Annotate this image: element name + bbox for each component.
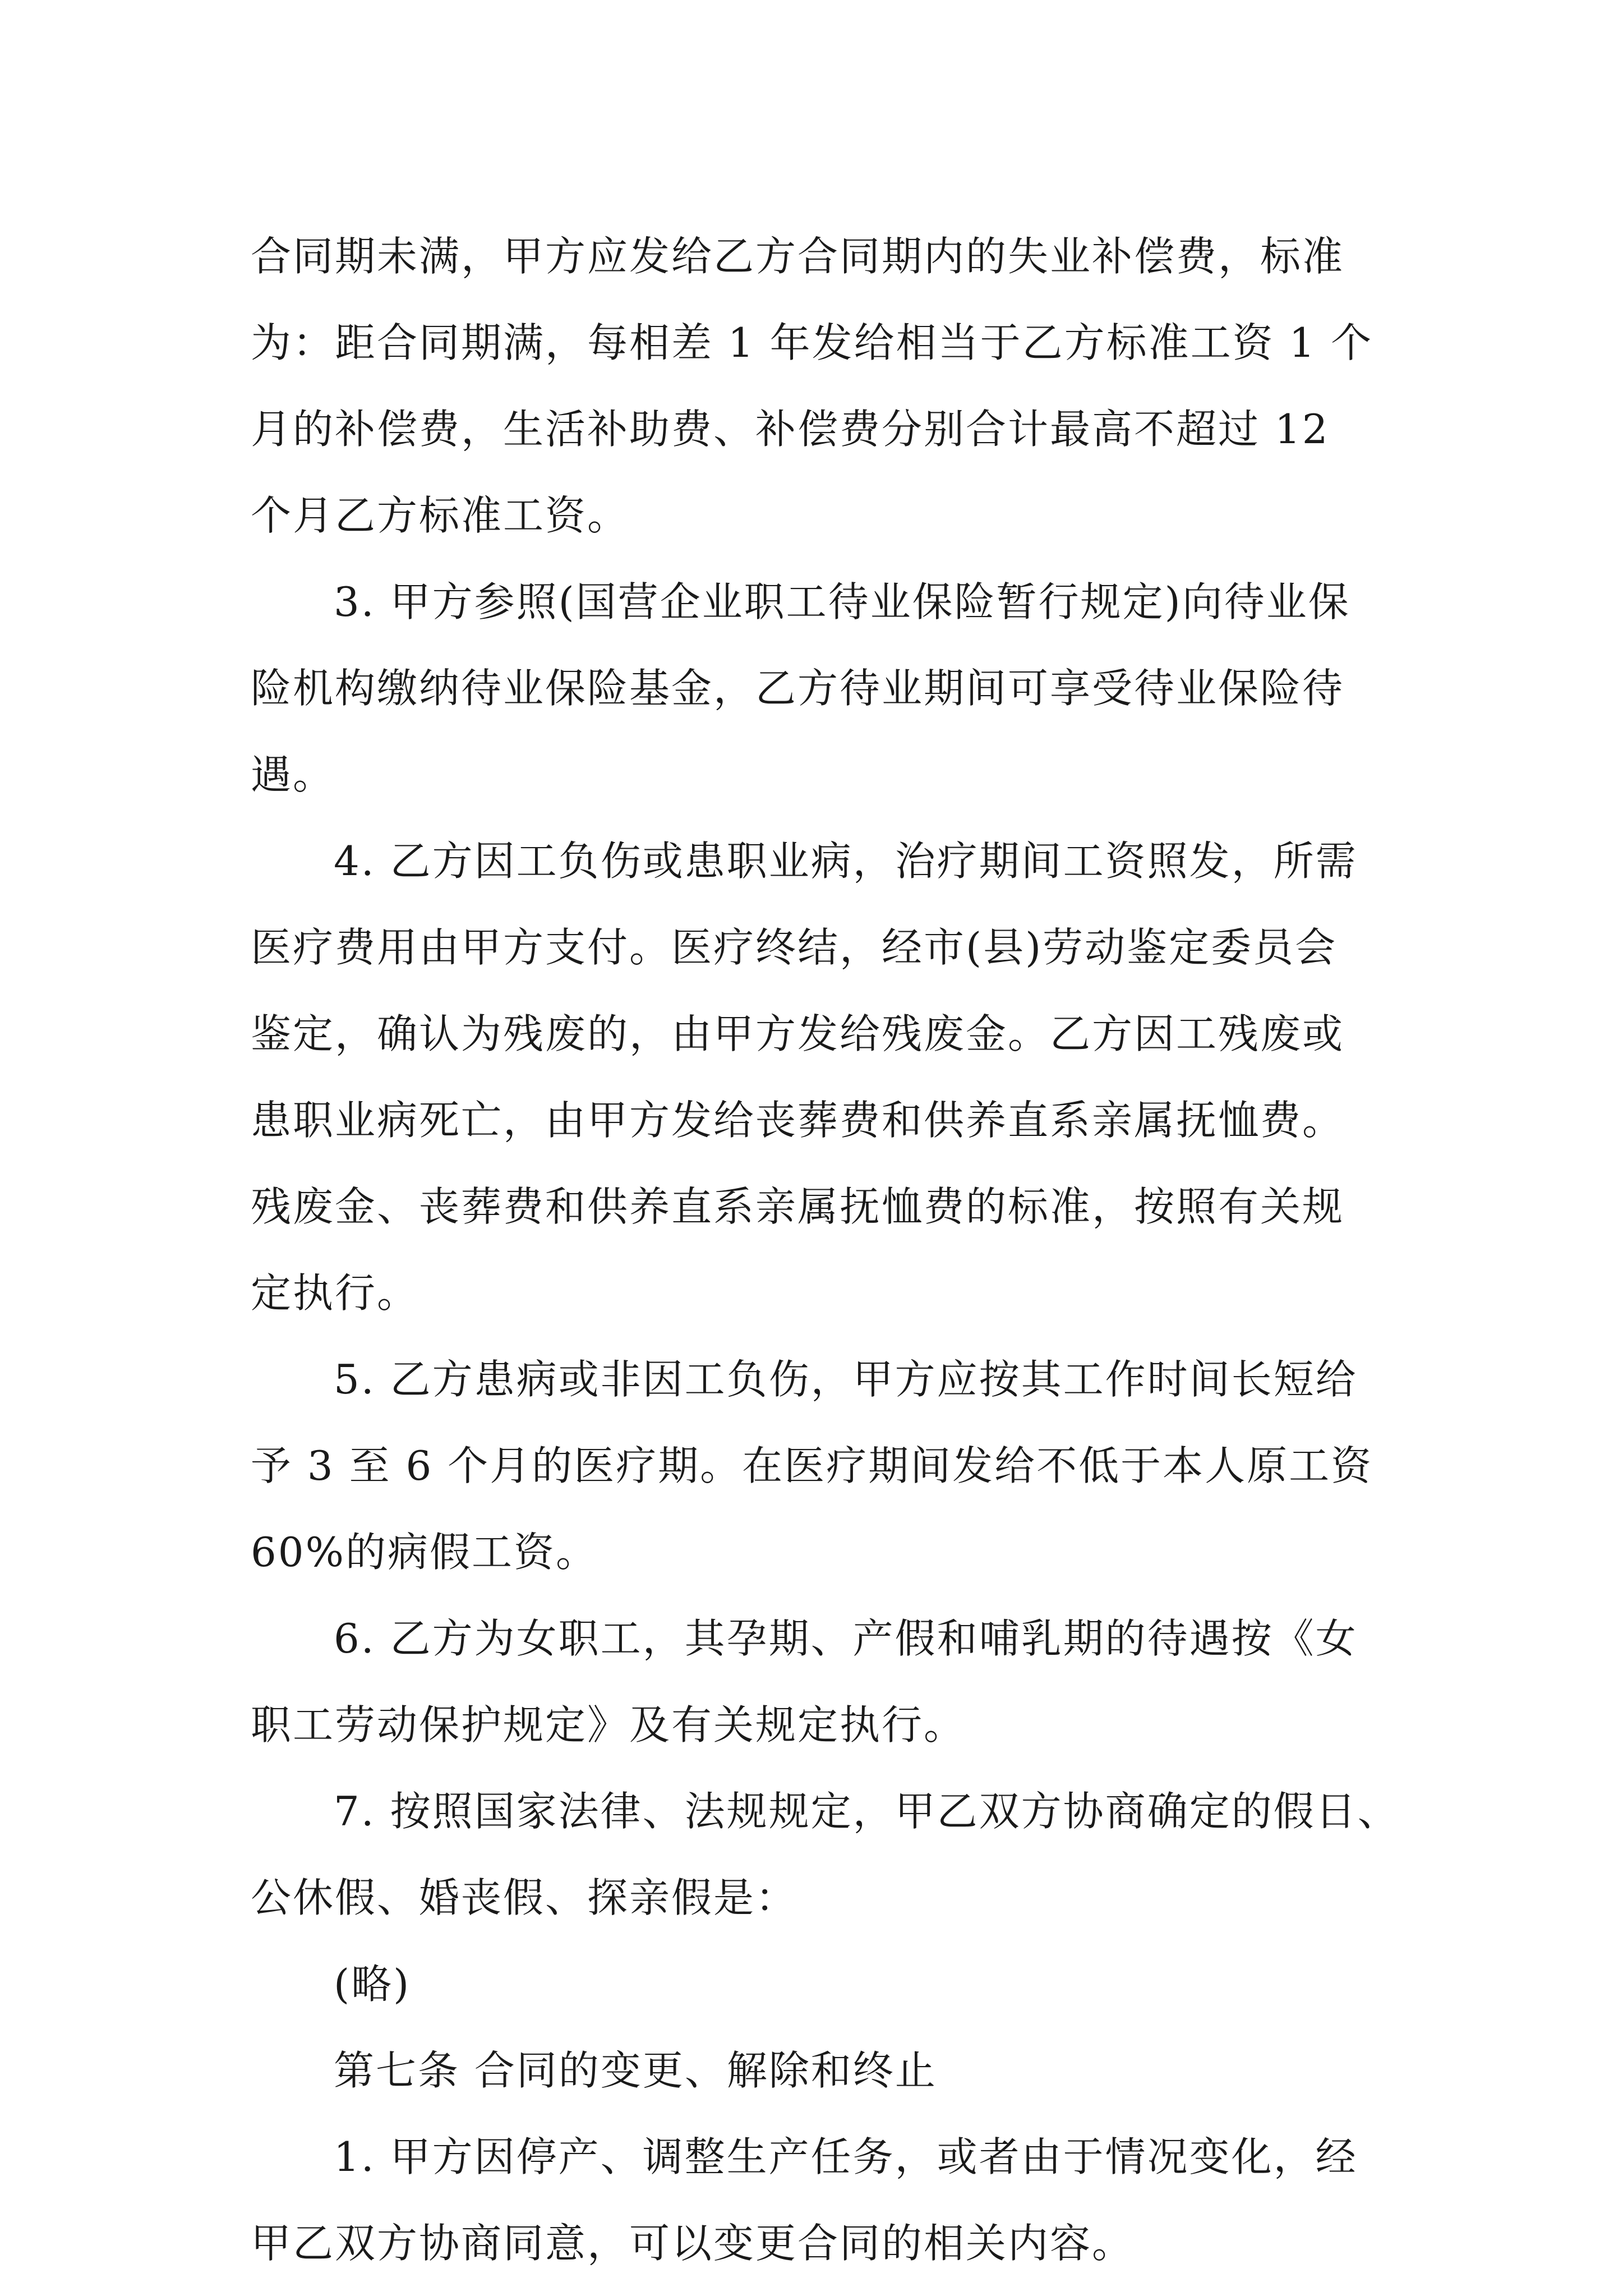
text-line: 定执行。 bbox=[251, 1269, 419, 1317]
text-line: 为：距合同期满，每相差 1 年发给相当于乙方标准工资 1 个 bbox=[251, 319, 1373, 366]
text-line: 5. 乙方患病或非因工负伤，甲方应按其工作时间长短给 bbox=[334, 1356, 1358, 1403]
text-line: (略) bbox=[334, 1961, 411, 2008]
text-line: 3. 甲方参照(国营企业职工待业保险暂行规定)向待业保 bbox=[334, 578, 1350, 625]
text-line: 第七条 合同的变更、解除和终止 bbox=[334, 2047, 937, 2094]
text-line: 7. 按照国家法律、法规规定，甲乙双方协商确定的假日、 bbox=[334, 1788, 1400, 1835]
text-line: 残废金、丧葬费和供养直系亲属抚恤费的标准，按照有关规 bbox=[251, 1183, 1345, 1230]
text-line: 遇。 bbox=[251, 751, 335, 798]
text-line: 1. 甲方因停产、调整生产任务，或者由于情况变化，经 bbox=[334, 2133, 1358, 2180]
text-line: 6. 乙方为女职工，其孕期、产假和哺乳期的待遇按《女 bbox=[334, 1615, 1358, 1662]
document-body bbox=[251, 213, 1400, 2286]
text-line: 合同期未满，甲方应发给乙方合同期内的失业补偿费，标准 bbox=[251, 233, 1345, 280]
text-line: 鉴定，确认为残废的，由甲方发给残废金。乙方因工残废或 bbox=[251, 1010, 1345, 1057]
text-line: 公休假、婚丧假、探亲假是： bbox=[251, 1874, 798, 1921]
text-line: 甲乙双方协商同意，可以变更合同的相关内容。 bbox=[251, 2220, 1135, 2267]
text-line: 月的补偿费，生活补助费、补偿费分别合计最高不超过 12 bbox=[251, 406, 1330, 453]
text-line: 医疗费用由甲方支付。医疗终结，经市(县)劳动鉴定委员会 bbox=[251, 924, 1338, 971]
text-line: 4. 乙方因工负伤或患职业病，治疗期间工资照发，所需 bbox=[334, 838, 1358, 885]
text-line: 予 3 至 6 个月的医疗期。在医疗期间发给不低于本人原工资 bbox=[251, 1442, 1373, 1489]
text-line: 个月乙方标准工资。 bbox=[251, 492, 630, 539]
text-line: 职工劳动保护规定》及有关规定执行。 bbox=[251, 1701, 966, 1749]
text-line: 患职业病死亡，由甲方发给丧葬费和供养直系亲属抚恤费。 bbox=[251, 1097, 1345, 1144]
text-line: 险机构缴纳待业保险基金，乙方待业期间可享受待业保险待 bbox=[251, 665, 1345, 712]
text-line: 60%的病假工资。 bbox=[251, 1529, 598, 1576]
